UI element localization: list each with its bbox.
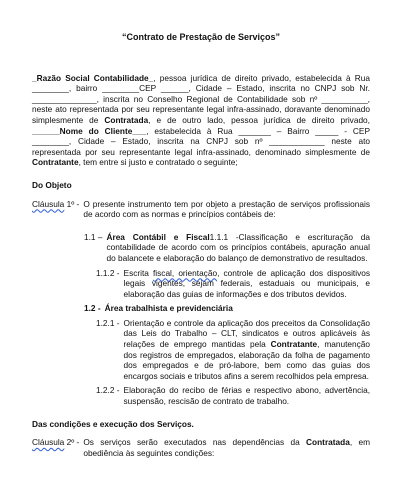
intro-segment: , pessoa jurídica de direito privado, estabelecida à Rua ________, bairro ________CEP ______, Cidade – Estado, inscrita no CNPJ sob Nr. ______________, inscrita no Conselho Regional de Contabilidade sob nº __________, neste ato representada por seu representante legal infra-assinado, doravante denominado simplesmente de [32,72,371,125]
clause-2-label [32,437,83,458]
clause-body: , em obediência às seguintes condições: [83,437,370,458]
item-body: Escrita [123,267,153,278]
document-title: “Contrato de Prestação de Serviços” [121,32,281,42]
item-number: 1.2.2 - [96,385,120,396]
clause-2 [32,437,370,458]
item-title: Área trabalhista e previdenciária [104,303,233,314]
item-text [106,232,370,264]
item-number: 1.1.2 - [96,267,120,278]
item-1-1 [84,232,370,264]
clause-body: Os serviços serão executados nas dependências da [83,437,307,448]
section-heading-objeto: Do Objeto [32,179,72,190]
item-number: 1.2.1 - [96,317,120,328]
item-number: 1.1 – [84,231,103,242]
clause-body-bold: Contratada [306,437,350,448]
item-body: , manutenção dos registros de empregados, elaboração da folha de pagamento dos empregados e de pró-labore, bem como das guias dos encargos sociais e tributos afins a serem recolhidos pela empresa. [123,339,370,381]
intro-segment: , estabelecida à Rua _______ – Bairro _____ - CEP ________, Cidade – Estado, inscrita na CNPJ sob nº ____________ neste ato representada por seu representante legal infra-assinado, denominado simplesmente de [32,125,370,157]
item-1-2 [84,303,370,314]
item-body-flagged: fiscal, orientação [153,267,218,278]
item-text [124,318,370,382]
item-number: 1.2 - [84,303,101,314]
clause-label-word: Cláusula [32,437,65,448]
item-body-bold: Contratante [270,339,318,350]
clause-number: 2º - [64,437,80,448]
clause-number: 1º - [64,198,80,209]
clause-label-word: Cláusula [32,198,65,209]
item-1-2-1 [96,318,370,382]
intro-segment: , tem entre si justo e contratado o seguinte; [78,157,238,168]
intro-paragraph [32,73,370,168]
item-text [124,268,370,300]
clause-2-text [83,437,370,458]
intro-segment: Contratante [32,157,79,168]
intro-segment: , e de outro lado, pessoa jurídica de direito privado, [148,114,370,125]
clause-1-text: O presente instrumento tem por objeto a prestação de serviços profissionais de acordo com as normas e princípios contábeis de: [83,198,370,220]
clause-1-label [32,199,83,220]
item-body: , controle de aplicação dos dispositivos legais vigentes, sejam federais, estaduais ou municipais, e elaboração das guias de informações e dos tributos devidos. [123,267,370,299]
item-text: Elaboração do recibo de férias e respectivo abono, advertência, suspensão, rescisão de contrato de trabalho. [123,385,370,407]
intro-segment: Contratada [104,114,149,125]
item-1-1-2 [96,268,370,300]
intro-segment: _Razão Social Contabilidade_ [32,72,154,83]
item-body: Orientação e controle da aplicação dos preceitos da Consolidação das Leis do Trabalho – CLT, sindicatos e outros aplicáveis às relações de emprego mantidas pela [123,317,370,350]
intro-segment: ______Nome do Cliente___ [32,125,147,136]
item-1-2-2 [96,385,370,406]
clause-1 [32,199,370,220]
section-heading-condicoes: Das condições e execução dos Serviços. [32,418,194,429]
item-body: 1.1.1 -Classificação e escrituração da contabilidade de acordo com os princípios contábeis, apuração anual do balancete e elaboração do balanço de demonstrativo de resultados. [106,231,370,263]
item-title: Área Contábil e Fiscal [106,231,210,242]
